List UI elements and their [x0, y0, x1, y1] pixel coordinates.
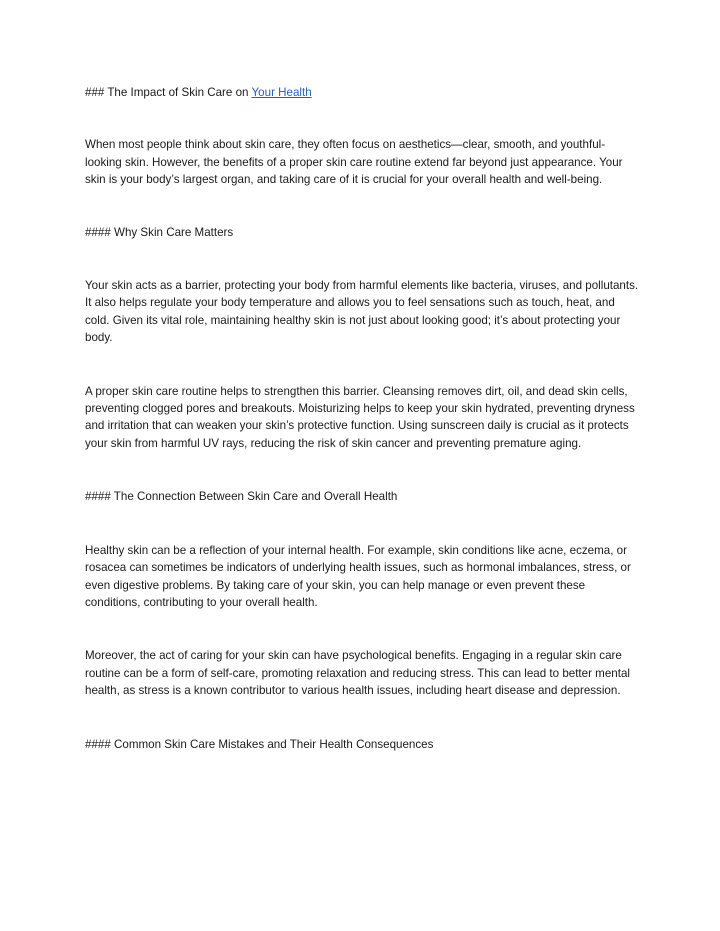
section-heading-mistakes: #### Common Skin Care Mistakes and Their Health Consequences	[85, 737, 434, 751]
title-text: ### The Impact of Skin Care on	[85, 86, 252, 99]
spacer	[85, 611, 640, 647]
paragraph-psychological: Moreover, the act of caring for your skin can have psychological benefits. Engaging in a regular skin care routine can be a form of self-care, promoting relaxation and reducing stress. This can lead to better mental health, as stress is a known contributor to various health issues, including heart disease and depression.	[85, 649, 630, 698]
spacer	[85, 347, 640, 383]
section-heading-why-skin-care-matters: #### Why Skin Care Matters	[85, 225, 234, 239]
paragraph-routine: A proper skin care routine helps to strengthen this barrier. Cleansing removes dirt, oil, and dead skin cells, preventing clogged pores and breakouts. Moisturizing helps to keep your skin hydrated, preventing dryness and irritation that can weaken your skin’s protective function. Using sunscreen daily is crucial as it protects your skin from harmful UV rays, reducing the risk of skin cancer and preventing premature aging.	[85, 384, 635, 450]
spacer	[85, 700, 640, 736]
spacer	[85, 241, 640, 277]
section-heading-connection: #### The Connection Between Skin Care and Overall Health	[85, 490, 398, 504]
spacer	[85, 189, 640, 224]
spacer	[85, 101, 640, 136]
intro-paragraph: When most people think about skin care, they often focus on aesthetics—clear, smooth, and youthful-looking skin. However, the benefits of a proper skin care routine extend far beyond just appearance. Your skin is your body’s largest organ, and taking care of it is crucial for your overall health and well-being.	[85, 138, 623, 187]
your-health-link[interactable]: Your Health	[251, 86, 312, 99]
paragraph-barrier: Your skin acts as a barrier, protecting your body from harmful elements like bacteria, viruses, and pollutants. It also helps regulate your body temperature and allows you to feel sensations such as touch, heat, and cold. Given its vital role, maintaining healthy skin is not just about looking good; it’s about protecting your body.	[85, 279, 639, 345]
spacer	[85, 506, 640, 542]
spacer	[85, 452, 640, 488]
document-title	[85, 84, 640, 101]
document-body	[85, 84, 640, 753]
paragraph-internal-health: Healthy skin can be a reflection of your internal health. For example, skin conditions like acne, eczema, or rosacea can sometimes be indicators of underlying health issues, such as hormonal imbalances, stress, or even digestive problems. By taking care of your skin, you can help manage or even prevent these conditions, contributing to your overall health.	[85, 543, 631, 609]
